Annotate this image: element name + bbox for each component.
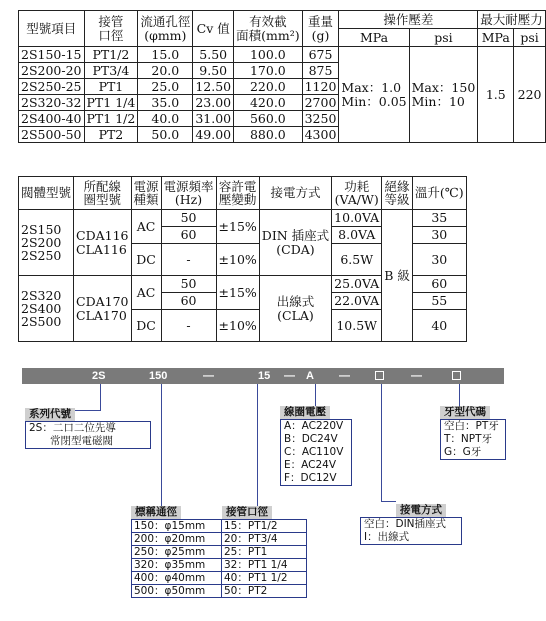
cell-pipe: PT1 1/2 (84, 111, 138, 127)
header-body: 閥體型號 (19, 177, 74, 210)
cell-temp: 30 (412, 227, 466, 244)
cell-freq: 60 (161, 227, 216, 244)
header-op-psi: psi (409, 29, 478, 47)
coil-voltage-box (280, 405, 352, 486)
cell-max-psi: 220 (514, 47, 545, 143)
bore-item: 200：φ20mm (132, 533, 222, 546)
series-text: 2S：二口二位先導 常閉型電磁閥 (29, 422, 116, 447)
cell-power: 6.5W (332, 244, 382, 276)
cell-freq: 50 (161, 276, 216, 293)
list-item: A：AC220V (284, 420, 344, 432)
series-title: 系列代號 (25, 408, 75, 421)
cell-model: 2S200-20 (19, 63, 85, 79)
port-item: 40：PT1 1/2 (222, 572, 307, 585)
cell-freq: 50 (161, 210, 216, 227)
cell-power: 10.0VA (332, 210, 382, 227)
cell-freq: - (161, 310, 216, 342)
code-voltage: A (306, 370, 314, 382)
port-item: 32：PT1 1/4 (222, 559, 307, 572)
cell-cv: 9.50 (193, 63, 234, 79)
cell-area: 170.0 (234, 63, 302, 79)
bore-title-wrap (131, 505, 181, 519)
header-max-mpa: MPa (478, 29, 514, 47)
list-item: E：AC24V (284, 459, 337, 471)
cell-ac: AC (131, 210, 161, 244)
header-temp: 溫升(℃) (412, 177, 466, 210)
cell-model: 2S250-25 (19, 79, 85, 95)
cell-freq: 60 (161, 293, 216, 310)
port-item: 50：PT2 (222, 585, 307, 598)
list-item: G：G牙 (444, 446, 482, 458)
cell-temp: 30 (412, 244, 466, 276)
header-tolerance: 容許電 壓變動 (216, 177, 259, 210)
cell-model: 2S500-50 (19, 127, 85, 143)
cell-area: 420.0 (234, 95, 302, 111)
header-orifice: 流通孔徑 (φmm) (138, 11, 193, 47)
thread-box (440, 405, 506, 460)
cell-insulation: B 級 (382, 210, 413, 342)
cell-area: 220.0 (234, 79, 302, 95)
bore-item: 500：φ50mm (132, 585, 222, 598)
header-cv: Cv 值 (193, 11, 234, 47)
header-connection: 接電方式 (259, 177, 331, 210)
header-op-mpa: MPa (339, 29, 409, 47)
list-item: F：DC12V (284, 472, 337, 484)
bore-item: 320：φ35mm (132, 559, 222, 572)
cell-power: 10.5W (332, 310, 382, 342)
connection-box (360, 503, 462, 545)
cell-weight: 1120 (302, 79, 339, 95)
port-item: 25：PT1 (222, 546, 307, 559)
cell-power: 8.0VA (332, 227, 382, 244)
cell-cv: 23.00 (193, 95, 234, 111)
cell-connection: 出線式 (CLA) (259, 276, 331, 342)
code-bore: 150 (149, 370, 168, 382)
cell-tolerance: ±15% (216, 210, 259, 244)
cell-orifice: 25.0 (138, 79, 193, 95)
list-item: T：NPT牙 (444, 433, 493, 445)
code-dash: — (339, 370, 350, 382)
list-item: 空白：DIN插座式 (364, 518, 447, 530)
cell-model: 2S150-15 (19, 47, 85, 63)
cell-pipe: PT1/2 (84, 47, 138, 63)
thread-title: 牙型代碼 (440, 406, 490, 419)
cell-pipe: PT3/4 (84, 63, 138, 79)
cell-weight: 4300 (302, 127, 339, 143)
cell-orifice: 35.0 (138, 95, 193, 111)
code-connection-slot (375, 371, 384, 380)
cell-temp: 55 (412, 293, 466, 310)
header-insulation: 絕緣 等級 (382, 177, 413, 210)
cell-dc: DC (131, 310, 161, 342)
port-title-wrap (222, 505, 272, 519)
code-dash: — (284, 370, 295, 382)
cell-tolerance: ±10% (216, 244, 259, 276)
cell-tolerance: ±15% (216, 276, 259, 310)
port-item: 20：PT3/4 (222, 533, 307, 546)
spec-table (18, 10, 546, 143)
bore-item: 150：φ15mm (132, 520, 222, 533)
cell-connection: DIN 插座式 (CDA) (259, 210, 331, 276)
cell-temp: 35 (412, 210, 466, 227)
cell-area: 560.0 (234, 111, 302, 127)
cell-coil: CDA170 CLA170 (74, 276, 131, 342)
header-freq: 電源頻率 (Hz) (161, 177, 216, 210)
cell-weight: 2700 (302, 95, 339, 111)
cell-cv: 31.00 (193, 111, 234, 127)
code-dash: — (411, 370, 422, 382)
cell-pipe: PT1 1/4 (84, 95, 138, 111)
cell-coil: CDA116 CLA116 (74, 210, 131, 276)
cell-bodies: 2S150 2S200 2S250 (19, 210, 74, 276)
connection-title: 接電方式 (396, 504, 446, 517)
cell-model: 2S400-40 (19, 111, 85, 127)
header-pipe: 接管 口徑 (84, 11, 138, 47)
cell-pipe: PT1 (84, 79, 138, 95)
cell-ac: AC (131, 276, 161, 310)
cell-orifice: 50.0 (138, 127, 193, 143)
table-row (19, 47, 546, 63)
cell-bodies: 2S320 2S400 2S500 (19, 276, 74, 342)
port-item: 15：PT1/2 (222, 520, 307, 533)
code-dash: — (203, 370, 214, 382)
cell-dc: DC (131, 244, 161, 276)
cell-tolerance: ±10% (216, 310, 259, 342)
order-code-bar (22, 368, 504, 384)
cell-weight: 675 (302, 47, 339, 63)
code-port: 15 (258, 370, 271, 382)
header-coil: 所配線 圈型號 (74, 177, 131, 210)
code-series: 2S (92, 370, 106, 382)
series-box (25, 407, 151, 449)
cell-orifice: 15.0 (138, 47, 193, 63)
cell-freq: - (161, 244, 216, 276)
list-item: I：出線式 (364, 531, 410, 543)
cell-model: 2S320-32 (19, 95, 85, 111)
header-op-pressure: 操作壓差 (339, 11, 478, 29)
cell-op-mpa: Max：1.0 Min：0.05 (339, 47, 409, 143)
cell-max-mpa: 1.5 (478, 47, 514, 143)
cell-power: 22.0VA (332, 293, 382, 310)
cell-op-psi: Max：150 Min：10 (409, 47, 478, 143)
header-power: 功耗 (VA/W) (332, 177, 382, 210)
header-max-psi: psi (514, 29, 545, 47)
coil-table (18, 176, 467, 342)
cell-area: 880.0 (234, 127, 302, 143)
cell-area: 100.0 (234, 47, 302, 63)
cell-weight: 3250 (302, 111, 339, 127)
list-item: C：AC110V (284, 446, 344, 458)
cell-orifice: 40.0 (138, 111, 193, 127)
cell-temp: 60 (412, 276, 466, 293)
cell-weight: 875 (302, 63, 339, 79)
header-max-pressure: 最大耐壓力 (478, 11, 546, 29)
cell-cv: 49.00 (193, 127, 234, 143)
header-power-type: 電源 種類 (131, 177, 161, 210)
cell-temp: 40 (412, 310, 466, 342)
header-model: 型號項目 (19, 11, 85, 47)
bore-item: 400：φ40mm (132, 572, 222, 585)
cell-pipe: PT2 (84, 127, 138, 143)
header-area: 有效截 面積(mm²) (234, 11, 302, 47)
bore-port-table (131, 519, 307, 598)
code-thread-slot (452, 371, 461, 380)
header-weight: 重量 (g) (302, 11, 339, 47)
cell-cv: 5.50 (193, 47, 234, 63)
list-item: 空白：PT牙 (444, 420, 499, 432)
cell-orifice: 20.0 (138, 63, 193, 79)
port-title: 接管口徑 (222, 506, 272, 519)
cell-cv: 12.50 (193, 79, 234, 95)
list-item: B：DC24V (284, 433, 338, 445)
coil-voltage-title: 線圈電壓 (280, 406, 330, 419)
cell-power: 25.0VA (332, 276, 382, 293)
bore-item: 250：φ25mm (132, 546, 222, 559)
bore-title: 標稱通徑 (131, 506, 181, 519)
